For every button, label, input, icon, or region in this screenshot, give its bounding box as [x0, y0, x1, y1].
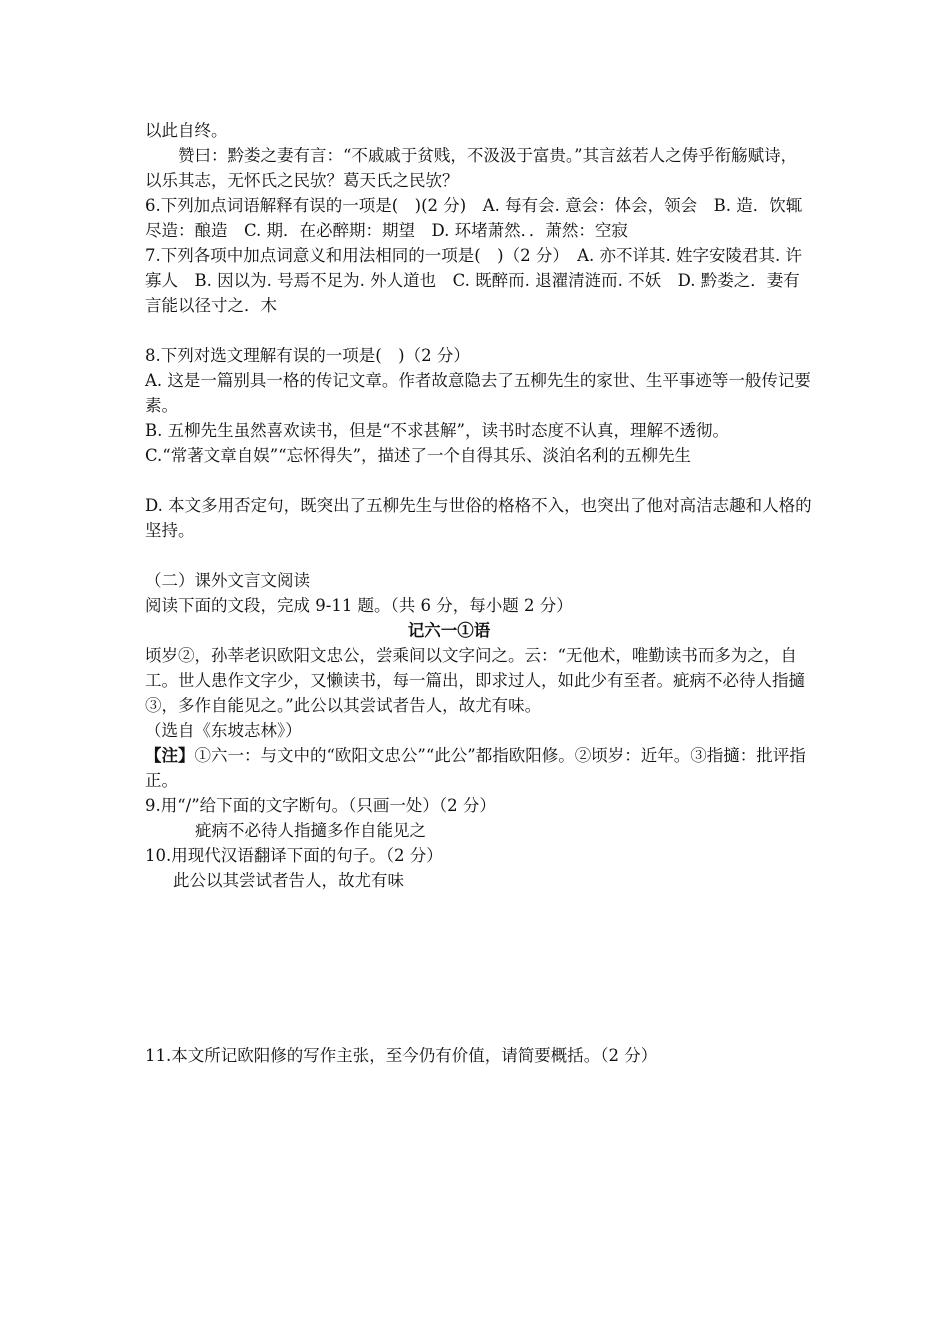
question-8-option-b: B. 五柳先生虽然喜欢读书，但是“不求甚解”，读书时态度不认真，理解不透彻。 [145, 421, 729, 440]
question-6: 6.下列加点词语解释有误的一项是( )(2 分) A. 每有会. 意会：体会，领会 B. 造．饮辄尽造：酿造 C. 期．在必醉期：期望 D. 环堵萧然．．萧然：空寂 [145, 196, 803, 240]
question-9: 9.用“/”给下面的文字断句。（只画一处）（2 分） [145, 796, 496, 815]
instructions: 阅读下面的文段，完成 9-11 题。（共 6 分，每小题 2 分） [145, 596, 573, 615]
question-10: 10.用现代汉语翻译下面的句子。（2 分） [145, 846, 443, 865]
passage-title: 记六一①语 [407, 621, 491, 640]
question-8: 8.下列对选文理解有误的一项是( )（2 分） [145, 346, 470, 365]
note-label: 【注】 [145, 746, 195, 765]
passage-source: （选自《东坡志林》） [145, 721, 302, 740]
question-8-option-a: A. 这是一篇别具一格的传记文章。作者故意隐去了五柳先生的家世、生平事迹等一般传记要素。 [145, 371, 811, 415]
question-9-text: 疵病不必待人指擿多作自能见之 [195, 821, 426, 840]
note-text: ①六一：与文中的“欧阳文忠公”“此公”都指欧阳修。②顷岁：近年。③指擿：批评指正。 [145, 746, 806, 790]
question-8-option-c: C.“常著文章自娱”“忘怀得失”，描述了一个自得其乐、淡泊名利的五柳先生 [145, 446, 692, 465]
question-11: 11.本文所记欧阳修的写作主张，至今仍有价值，请简要概括。（2 分） [145, 1046, 658, 1065]
notes [145, 743, 813, 793]
document-body [145, 118, 813, 1068]
zan-paragraph: 赞曰：黔娄之妻有言：“不戚戚于贫贱，不汲汲于富贵。”其言兹若人之俦乎衔觞赋诗，以乐其志，无怀氏之民欤？葛天氏之民欤？ [145, 146, 798, 190]
question-7: 7.下列各项中加点词意义和用法相同的一项是( )（2 分） A. 亦不详其. 姓字安陵君其. 许寡人 B. 因以为. 号焉不足为. 外人道也 C. 既醉而. 退濯清涟而. 不妖 D. 黔娄之．妻有言能以径寸之．木 [145, 246, 802, 315]
question-8-option-d: D. 本文多用否定句，既突出了五柳先生与世俗的格格不入，也突出了他对高洁志趣和人格的坚持。 [145, 496, 812, 540]
question-10-text: 此公以其尝试者告人，故尤有味 [173, 871, 404, 890]
text-line: 以此自终。 [145, 121, 228, 140]
passage-text: 顷岁②，孙莘老识欧阳文忠公，尝乘间以文字问之。云：“无他术，唯勤读书而多为之，自工。世人患作文字少，又懒读书，每一篇出，即求过人，如此少有至者。疵病不必待人指擿③，多作自能见之。”此公以其尝试者告人，故尤有味。 [145, 646, 805, 715]
section-heading: （二）课外文言文阅读 [145, 571, 310, 590]
